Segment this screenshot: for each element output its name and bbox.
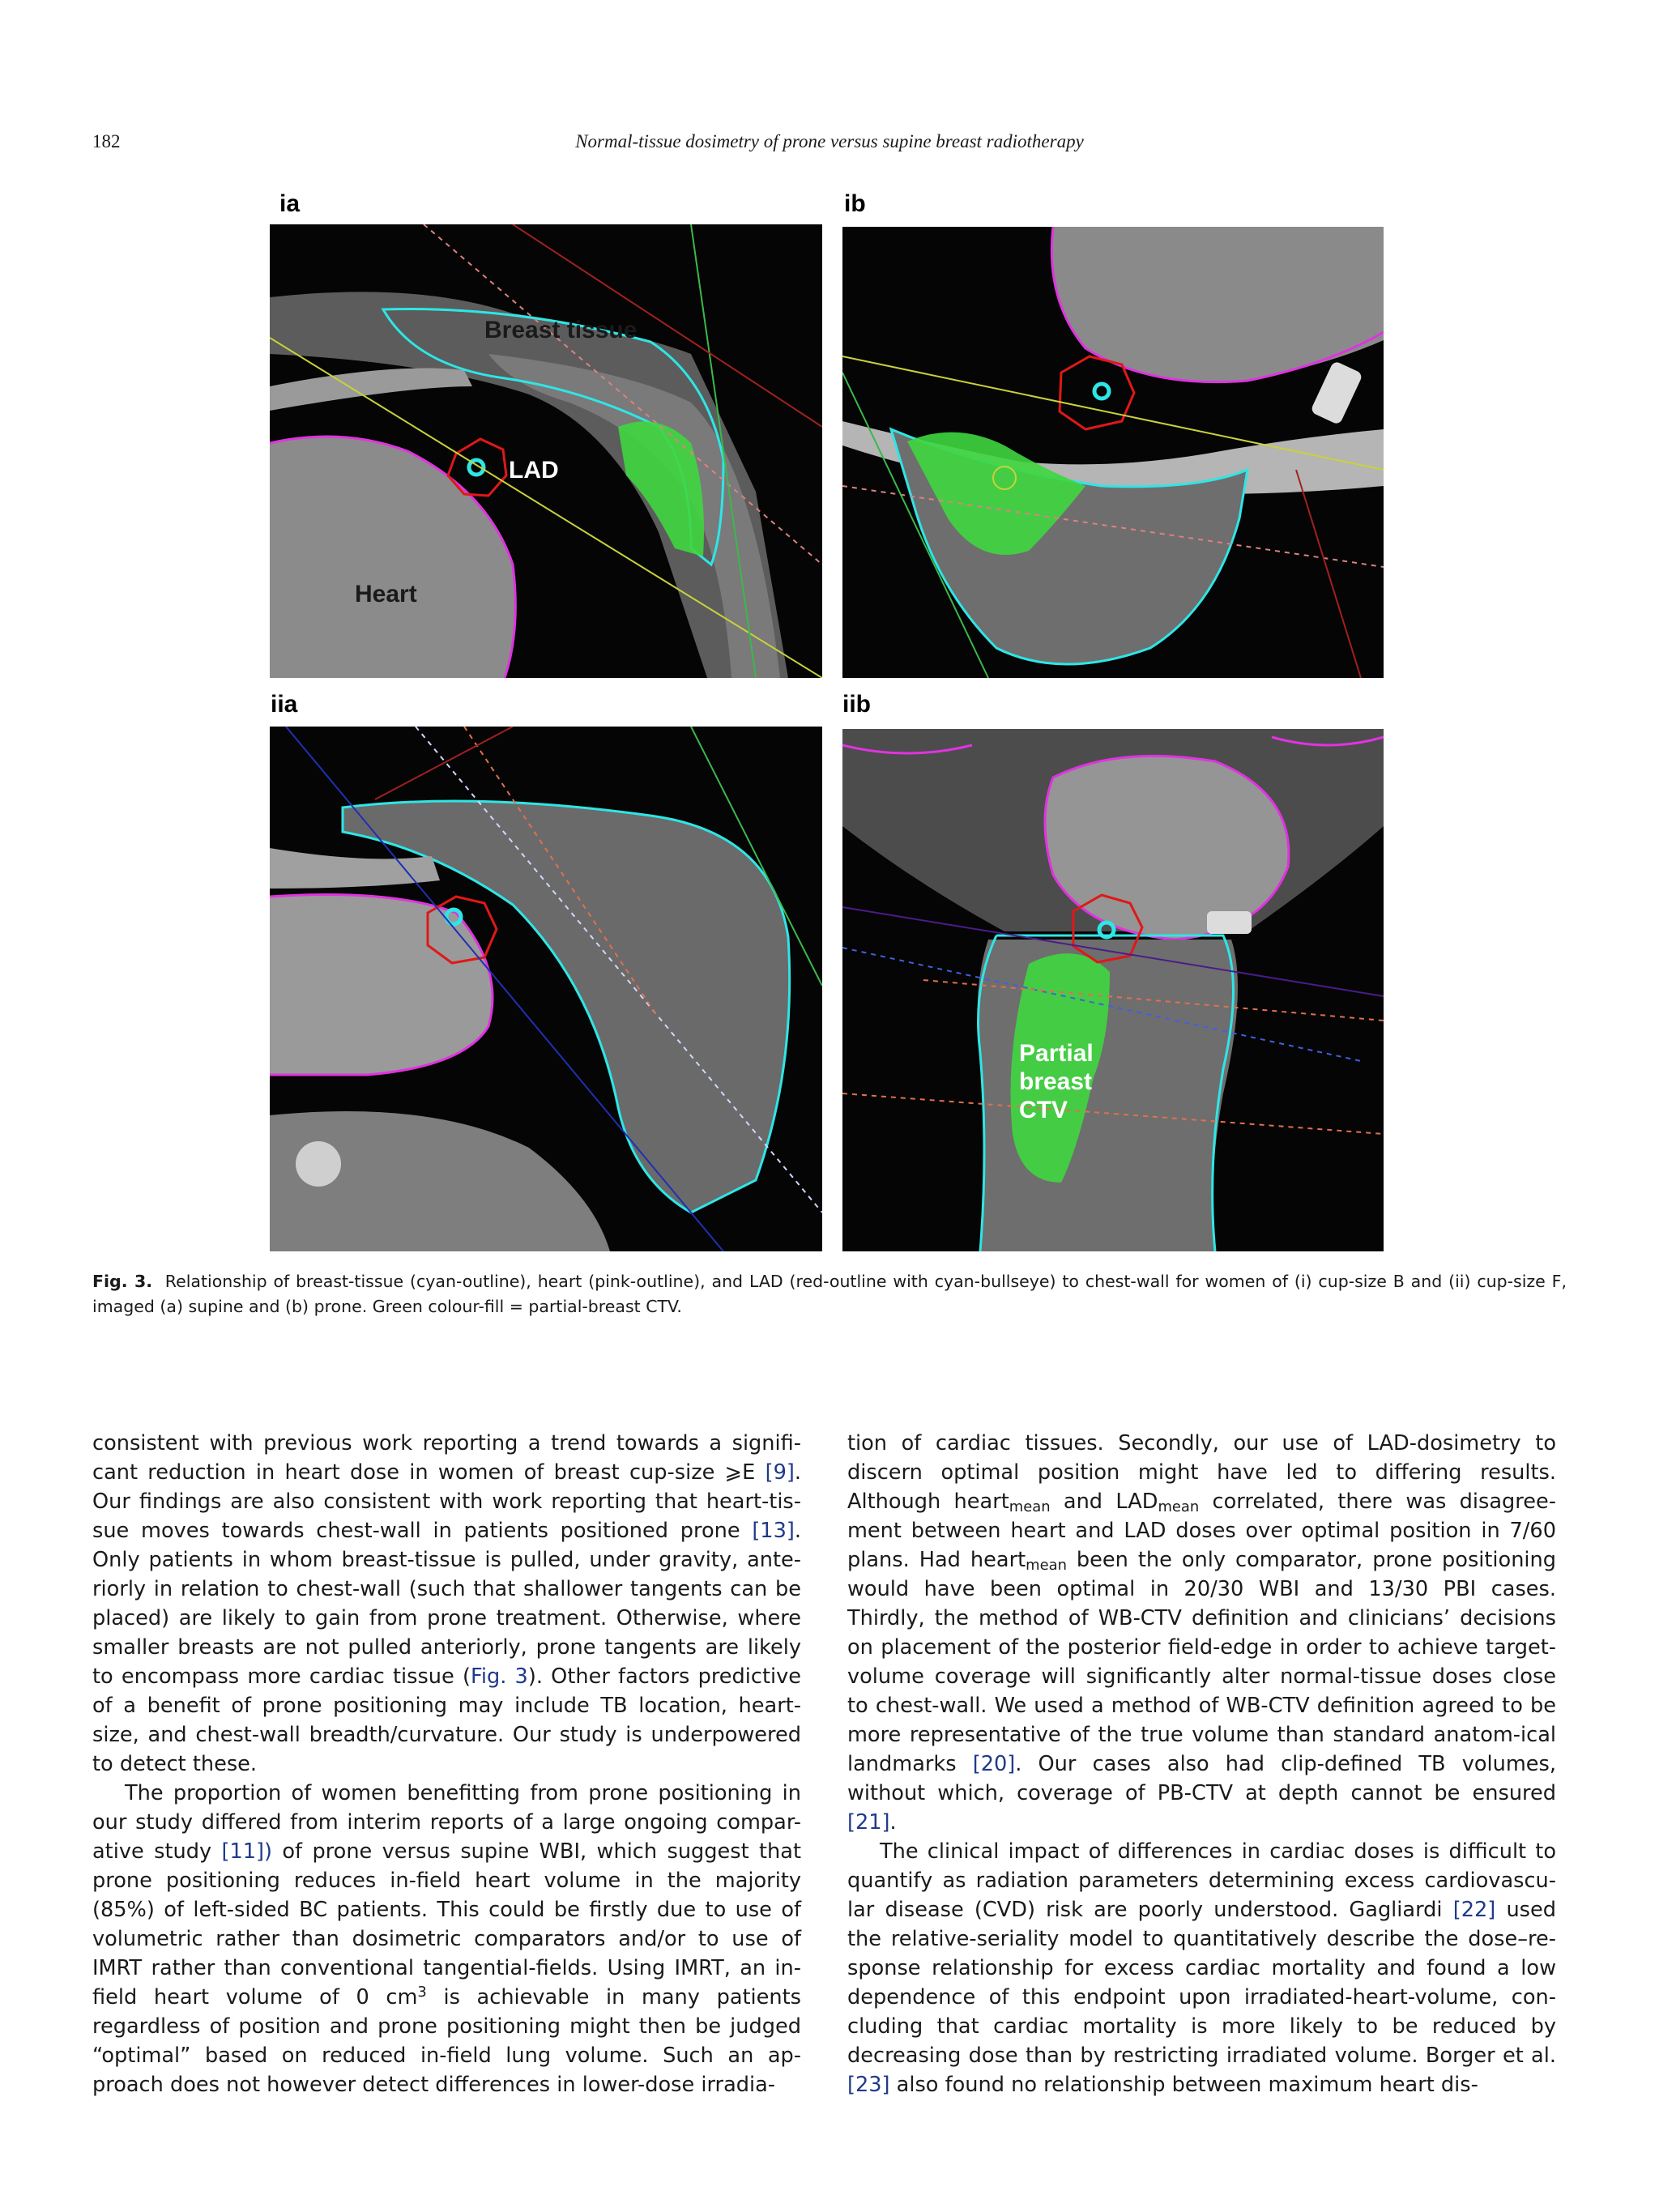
caption-label: Fig. 3. [92, 1272, 153, 1291]
text-run: correlated, there was disagree-ment between heart and LAD doses over optimal position in 7/60 plans. Had heart [847, 1490, 1556, 1572]
ct-image-iib [842, 729, 1384, 1251]
subscript: mean [1009, 1498, 1051, 1515]
panel-label-iia: iia [271, 691, 298, 718]
citation-link[interactable]: [20] [972, 1752, 1016, 1776]
citation-link[interactable]: [22] [1452, 1898, 1496, 1922]
citation-link[interactable]: [11]) [221, 1839, 273, 1864]
paragraph [92, 1429, 801, 1779]
citation-link[interactable]: [9] [765, 1460, 795, 1485]
panel-label-ia: ia [279, 190, 301, 217]
text-run: The clinical impact of differences in cardiac doses is difficult to quantify as radiation parameters determining excess cardiovascu-lar disease (CVD) risk are poorly understood. Gagliardi [847, 1839, 1556, 1922]
citation-link[interactable]: [13] [752, 1519, 795, 1543]
text-run: The proportion of women benefitting from prone positioning in our study differed from interim reports of a large ongoing compar-ative study [92, 1781, 801, 1864]
body-column-right [847, 1429, 1556, 2099]
annotation-ctv-line1: Partial [1019, 1040, 1094, 1067]
paragraph [847, 1837, 1556, 2099]
annotation-lad: LAD [509, 457, 559, 484]
running-title: Normal-tissue dosimetry of prone versus supine breast radiotherapy [575, 131, 1084, 151]
annotation-ctv-line3: CTV [1019, 1097, 1068, 1123]
text-run: of prone versus supine WBI, which suggest that prone positioning reduces in-field heart volume in the majority (85%) of left-sided BC patients. This could be firstly due to use of volumetric rather than dosimetric comparators and/or to use of IMRT rather than conventional tangential-fields. Using IMRT, an in-field heart volume of 0 cm [92, 1839, 802, 2010]
text-run: and LAD [1050, 1490, 1158, 1514]
subscript: mean [1026, 1557, 1067, 1574]
ct-panel-ib [842, 227, 1384, 678]
text-run: tion of cardiac tissues. Secondly, our use of LAD-dosimetry to discern optimal position might have led to differing results. Although heart [847, 1431, 1556, 1514]
text-run: ). Other factors predictive of a benefit of prone positioning may include TB location, heart-size, and chest-wall breadth/curvature. Our study is underpowered to detect these. [92, 1664, 801, 1776]
ct-image-iia [270, 727, 822, 1251]
panel-label-ib: ib [844, 190, 866, 217]
ct-image-ia [270, 224, 822, 678]
ct-panel-iib [842, 729, 1384, 1251]
text-run: . Only patients in whom breast-tissue is pulled, under gravity, ante-riorly in relation to chest-wall (such that shallower tangents can be placed) are likely to gain from prone treatment. Otherwise, where smaller breasts are not pulled anteriorly, prone tangents are likely to encompass more cardiac tissue ( [92, 1519, 801, 1689]
caption-text: Relationship of breast-tissue (cyan-outline), heart (pink-outline), and LAD (red-outline with cyan-bullseye) to chest-wall for women of (i) cup-size B and (ii) cup-size F, imaged (a) supine and (b) prone. Green colour-fill = partial-breast CTV. [92, 1272, 1567, 1316]
ct-panel-iia [270, 727, 822, 1251]
citation-link[interactable]: [23] [847, 2073, 890, 2097]
annotation-heart: Heart [355, 581, 417, 607]
ct-image-ib [842, 227, 1384, 678]
page-header [92, 131, 1567, 160]
citation-link[interactable]: [21] [847, 1810, 890, 1835]
text-run: is achievable in many patients regardless of position and prone positioning might then be judged “optimal” based on reduced in-field lung volume. Such an ap-proach does not however detect differences in lower-dose irradia- [92, 1985, 801, 2097]
paragraph [92, 1779, 801, 2099]
figure-link[interactable]: Fig. 3 [470, 1664, 528, 1689]
paragraph [847, 1429, 1556, 1837]
body-column-left [92, 1429, 801, 2099]
text-run: used the relative-seriality model to quantitatively describe the dose–re-sponse relationship for excess cardiac mortality and found a low dependence of this endpoint upon irradiated-heart-volume, con-cluding that cardiac mortality is more likely to be reduced by decreasing dose than by restricting irradiated volume. Borger et al. [847, 1898, 1556, 2068]
superscript: 3 [417, 1984, 427, 2001]
annotation-breast-tissue: Breast tissue [484, 317, 638, 343]
ct-panel-ia [270, 224, 822, 678]
annotation-ctv-line2: breast [1019, 1068, 1093, 1095]
figure-caption [92, 1269, 1567, 1319]
panel-label-iib: iib [842, 691, 871, 718]
text-run: . Our cases also had clip-defined TB volumes, without which, coverage of PB-CTV at depth cannot be ensured [847, 1752, 1556, 1805]
text-run: also found no relationship between maximum heart dis- [889, 2073, 1478, 2097]
text-run: been the only comparator, prone positioning would have been optimal in 20/30 WBI and 13/30 PBI cases. Thirdly, the method of WB-CTV definition and clinicians’ decisions on placement of the posterior field-edge in order to achieve target-volume coverage will significantly alter normal-tissue doses close to chest-wall. We used a method of WB-CTV definition agreed to be more representative of the true volume than standard anatom-ical landmarks [847, 1548, 1556, 1776]
text-run: . Our findings are also consistent with work reporting that heart-tis-sue moves towards chest-wall in patients positioned prone [92, 1460, 801, 1543]
text-run: consistent with previous work reporting a trend towards a signifi-cant reduction in heart dose in women of breast cup-size ⩾E [92, 1431, 801, 1485]
page-number: 182 [92, 131, 121, 151]
text-run: . [889, 1810, 897, 1835]
figure-3 [267, 190, 1385, 1268]
subscript: mean [1158, 1498, 1200, 1515]
